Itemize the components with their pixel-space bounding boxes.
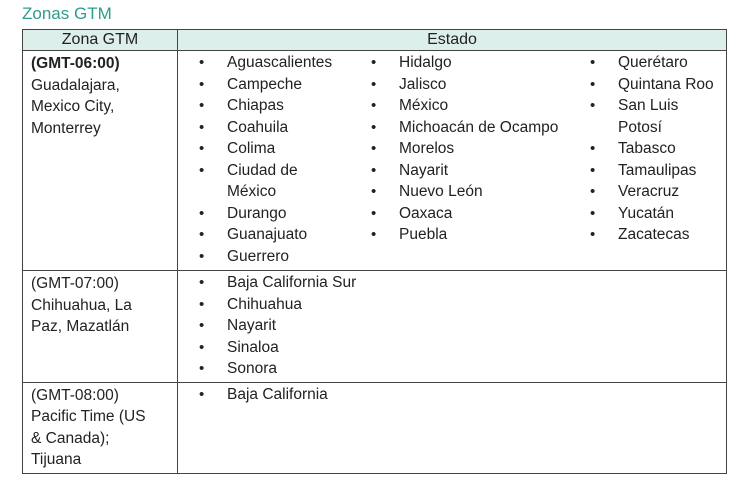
zone-cell [23, 271, 178, 383]
state-item: • Ciudad de México [178, 160, 350, 203]
zone-city: Paz, Mazatlán [31, 318, 130, 335]
state-cell [178, 382, 727, 473]
state-item: • Durango [178, 203, 350, 225]
state-list [178, 384, 418, 406]
state-list [569, 52, 714, 267]
zone-city: & Canada); [31, 429, 110, 447]
state-list [178, 272, 418, 380]
state-item: • Guanajuato [178, 224, 350, 246]
state-item: • Baja California [178, 384, 418, 406]
zone-city: Pacific Time (US [31, 408, 146, 425]
state-item: • Baja California Sur [178, 272, 418, 294]
state-item: • Chiapas [178, 95, 350, 117]
state-item: • Aguascalientes [178, 52, 350, 74]
state-item: • México [350, 95, 569, 117]
state-item: • Zacatecas [569, 224, 714, 246]
state-list [178, 52, 350, 267]
state-cell [178, 271, 727, 383]
zone-city: Mexico City, [31, 98, 115, 115]
zone-cell [23, 382, 178, 473]
time-zone-table [22, 29, 727, 474]
state-cell [178, 51, 727, 271]
table-row [23, 51, 727, 271]
state-item: • Coahuila [178, 117, 350, 139]
state-item: • Sonora [178, 358, 418, 380]
zone-offset: (GMT-07:00) [31, 275, 119, 292]
zone-column-header: Zona GTM [23, 30, 178, 51]
table-row [23, 271, 727, 383]
state-item: • Chihuahua [178, 294, 418, 316]
state-item: • Campeche [178, 74, 350, 96]
state-list [350, 52, 569, 267]
zone-city: Tijuana [31, 451, 82, 468]
state-item: • Yucatán [569, 203, 714, 225]
state-column-header: Estado [178, 30, 727, 51]
zone-city: Monterrey [31, 119, 101, 137]
state-item: • San Luis Potosí [569, 95, 714, 138]
zone-city: Chihuahua, La [31, 296, 132, 314]
zone-offset: (GMT-06:00) [31, 55, 120, 72]
state-item: • Puebla [350, 224, 569, 246]
zone-city: Guadalajara, [31, 76, 120, 94]
table-row [23, 382, 727, 473]
state-item: • Quintana Roo [569, 74, 714, 96]
state-item: • Querétaro [569, 52, 714, 74]
state-item: • Morelos [350, 138, 569, 160]
state-item: • Tamaulipas [569, 160, 714, 182]
header-row [23, 30, 727, 51]
zone-cell [23, 51, 178, 271]
state-item: • Jalisco [350, 74, 569, 96]
page-title: Zonas GTM [22, 4, 112, 23]
state-item: • Hidalgo [350, 52, 569, 74]
state-item: • Nuevo León [350, 181, 569, 203]
state-item: • Michoacán de Ocampo [350, 117, 569, 139]
zone-offset: (GMT-08:00) [31, 386, 119, 404]
state-item: • Veracruz [569, 181, 714, 203]
state-item: • Sinaloa [178, 337, 418, 359]
state-item: • Colima [178, 138, 350, 160]
state-item: • Oaxaca [350, 203, 569, 225]
state-item: • Nayarit [350, 160, 569, 182]
state-item: • Guerrero [178, 246, 350, 268]
state-item: • Tabasco [569, 138, 714, 160]
state-item: • Nayarit [178, 315, 418, 337]
